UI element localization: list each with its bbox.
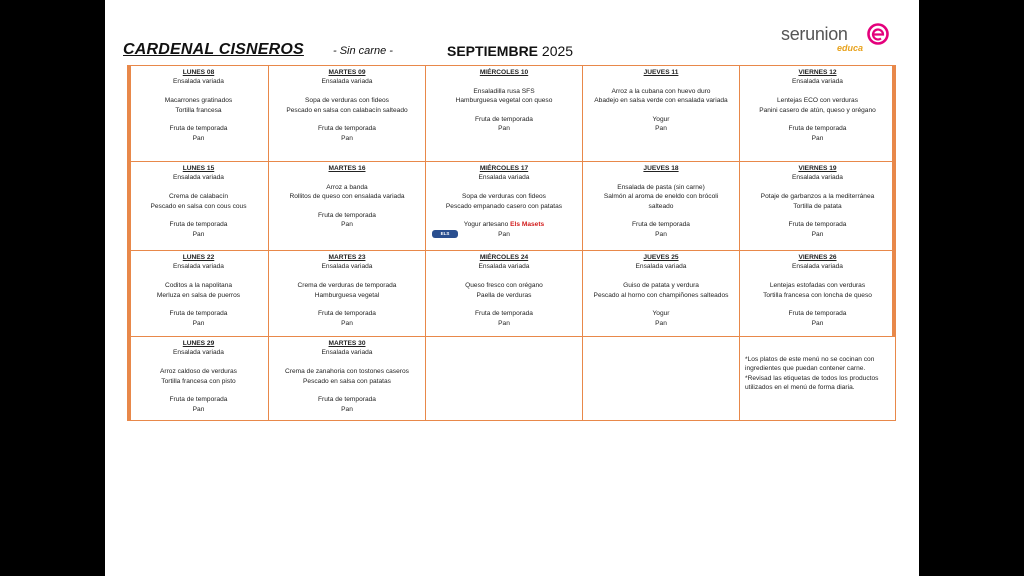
day-heading: VIERNES 12 [798, 69, 837, 76]
dish: Ensalada variada [792, 263, 843, 271]
dessert: Yogur [652, 116, 670, 123]
dish: Coditos a la napolitana [164, 282, 233, 290]
dish: Pescado en salsa con calabacín salteado [286, 106, 408, 114]
dish: Guiso de patata y verdura [623, 282, 699, 290]
dish: Ensalada variada [478, 174, 530, 182]
menu-cell [269, 337, 426, 420]
dish: Ensalada variada [173, 349, 224, 357]
dish: Potaje de garbanzos a la mediterránea [760, 193, 875, 201]
bread: Pan [192, 319, 205, 327]
bread: Pan [192, 230, 205, 238]
dessert [426, 220, 582, 229]
dish: Rollitos de queso con ensalada variada [289, 193, 405, 201]
year: 2025 [541, 43, 574, 59]
menu-cell [129, 251, 269, 337]
day-heading: JUEVES 25 [643, 254, 679, 261]
dish: Tortilla francesa con loncha de queso [763, 291, 872, 299]
day-heading: LUNES 08 [182, 69, 215, 76]
bread: Pan [192, 405, 205, 413]
day-heading: LUNES 29 [182, 340, 215, 347]
menu-cell [426, 162, 583, 251]
dish: Arroz a la cubana con huevo duro [611, 87, 711, 95]
dish: Crema de zanahoria con tostones caseros [285, 368, 409, 376]
menu-grid [128, 65, 896, 421]
dish: Crema de verduras de temporada [297, 282, 397, 290]
logo-name: serunion [781, 24, 848, 44]
dish: Arroz a banda [326, 183, 368, 191]
bread: Pan [811, 134, 824, 142]
dish: Ensalada variada [635, 263, 687, 271]
menu-cell [426, 66, 583, 162]
day-heading: LUNES 22 [182, 254, 215, 261]
dish: Ensalada variada [321, 263, 373, 271]
dish: Paella de verduras [476, 291, 532, 299]
dish: Ensalada variada [321, 78, 373, 86]
dish: Ensaladilla rusa SFS [473, 87, 535, 95]
day-heading: VIERNES 19 [798, 165, 837, 172]
dessert: Yogur [652, 310, 670, 318]
dish: Lentejas ECO con verduras [777, 97, 858, 105]
dessert: Fruta de temporada [318, 396, 376, 404]
day-heading: MIÉRCOLES 10 [479, 69, 529, 76]
day-heading: MARTES 23 [328, 254, 366, 261]
dessert: Fruta de temporada [318, 212, 376, 219]
empty-cell [426, 337, 583, 420]
dessert: Fruta de temporada [169, 310, 228, 318]
dessert: Fruta de temporada [318, 310, 376, 318]
dish: Panini casero de atún, queso y orégano [759, 106, 876, 114]
dish: Ensalada de pasta (sin carne) [617, 183, 705, 191]
dessert: Fruta de temporada [788, 310, 847, 318]
dish: Hamburguesa vegetal con queso [455, 97, 553, 105]
menu-page [105, 0, 919, 576]
bread: Pan [655, 319, 667, 327]
school-name: CARDENAL CISNEROS [123, 41, 304, 58]
dessert: Fruta de temporada [169, 221, 228, 229]
dish: Crema de calabacín [168, 193, 228, 201]
bread: Pan [498, 319, 510, 327]
dish: Ensalada variada [478, 263, 530, 271]
dish: Ensalada variada [173, 174, 224, 182]
dish: Ensalada variada [321, 349, 373, 357]
menu-cell [583, 66, 740, 162]
dish: Ensalada variada [173, 78, 224, 86]
menu-cell [583, 251, 740, 337]
empty-cell [583, 337, 740, 420]
dessert: Fruta de temporada [788, 125, 847, 133]
yogurt-label: Yogur artesano [463, 221, 511, 229]
dish: Tortilla francesa con pisto [161, 377, 236, 385]
dish: Pescado al horno con champiñones salteados [593, 291, 729, 299]
notes-cell [740, 337, 895, 420]
day-heading: MARTES 30 [328, 340, 366, 347]
dish: Ensalada variada [792, 78, 843, 86]
menu-cell [740, 66, 895, 162]
menu-cell [740, 251, 895, 337]
bread: Pan [192, 134, 205, 142]
dish: Tortilla de patata [793, 202, 842, 210]
dish: Abadejo en salsa verde con ensalada variada [594, 97, 728, 105]
menu-cell [583, 162, 740, 251]
menu-cell [129, 66, 269, 162]
menu-cell [129, 337, 269, 420]
day-heading: MARTES 16 [328, 165, 366, 172]
dessert: Fruta de temporada [318, 125, 376, 133]
day-heading: LUNES 15 [182, 165, 215, 172]
bread: Pan [498, 230, 510, 238]
bread: Pan [341, 221, 353, 229]
note-no-meat: *Los platos de este menú no se cocinan con ingredientes que puedan contener carne. [745, 356, 875, 373]
bread: Pan [498, 125, 510, 133]
month-name: SEPTIEMBRE [447, 43, 539, 59]
menu-variant: - Sin carne - [333, 45, 393, 57]
bread: Pan [341, 405, 353, 413]
serunion-logo [781, 22, 891, 54]
menu-cell [269, 162, 426, 251]
menu-cell [129, 162, 269, 251]
day-heading: JUEVES 11 [643, 69, 679, 76]
menu-cell [269, 66, 426, 162]
dish: salteado [648, 202, 674, 210]
dish: Ensalada variada [173, 263, 224, 271]
els-masets-badge: ELS MASETS [432, 230, 458, 238]
menu-cell [426, 251, 583, 337]
bread: Pan [655, 125, 667, 133]
dish: Tortilla francesa [175, 106, 222, 114]
dessert: Fruta de temporada [788, 221, 847, 229]
dish: Queso fresco con orégano [465, 282, 543, 290]
bread: Pan [811, 319, 824, 327]
dessert: Fruta de temporada [632, 221, 690, 229]
dish: Lentejas estofadas con verduras [769, 282, 866, 290]
dessert: Fruta de temporada [169, 125, 228, 133]
dish: Pescado en salsa con cous cous [150, 202, 247, 210]
menu-cell [740, 162, 895, 251]
note-labels: *Revisad las etiquetas de todos los productos utilizados en el menú de forma diaria. [745, 374, 879, 392]
dish: Sopa de verduras con fideos [462, 193, 546, 201]
day-heading: MIÉRCOLES 17 [479, 165, 529, 172]
day-heading: JUEVES 18 [643, 165, 679, 172]
bread: Pan [341, 319, 353, 327]
dish: Arroz caldoso de verduras [160, 368, 237, 376]
month-label [447, 43, 573, 59]
brand-label: Els Masets [510, 221, 545, 229]
dish: Macarrones gratinados [164, 97, 233, 105]
bread: Pan [811, 230, 824, 238]
bread: Pan [655, 230, 667, 238]
menu-cell [269, 251, 426, 337]
dish: Hamburguesa vegetal [314, 291, 380, 299]
serunion-mark-icon [867, 23, 889, 45]
dessert: Fruta de temporada [169, 396, 228, 404]
day-heading: VIERNES 26 [798, 254, 837, 261]
dish: Salmón al aroma de eneldo con brócoli [603, 193, 719, 201]
dessert: Fruta de temporada [475, 310, 533, 318]
logo-sub: educa [837, 43, 864, 53]
day-heading: MARTES 09 [328, 69, 366, 76]
dish: Pescado en salsa con patatas [303, 377, 391, 385]
dish: Pescado empanado casero con patatas [445, 202, 563, 210]
bread: Pan [341, 134, 353, 142]
dish: Merluza en salsa de puerros [156, 291, 241, 299]
dish: Ensalada variada [792, 174, 843, 182]
day-heading: MIÉRCOLES 24 [479, 254, 529, 261]
dessert: Fruta de temporada [475, 116, 533, 123]
dish: Sopa de verduras con fideos [305, 97, 389, 105]
